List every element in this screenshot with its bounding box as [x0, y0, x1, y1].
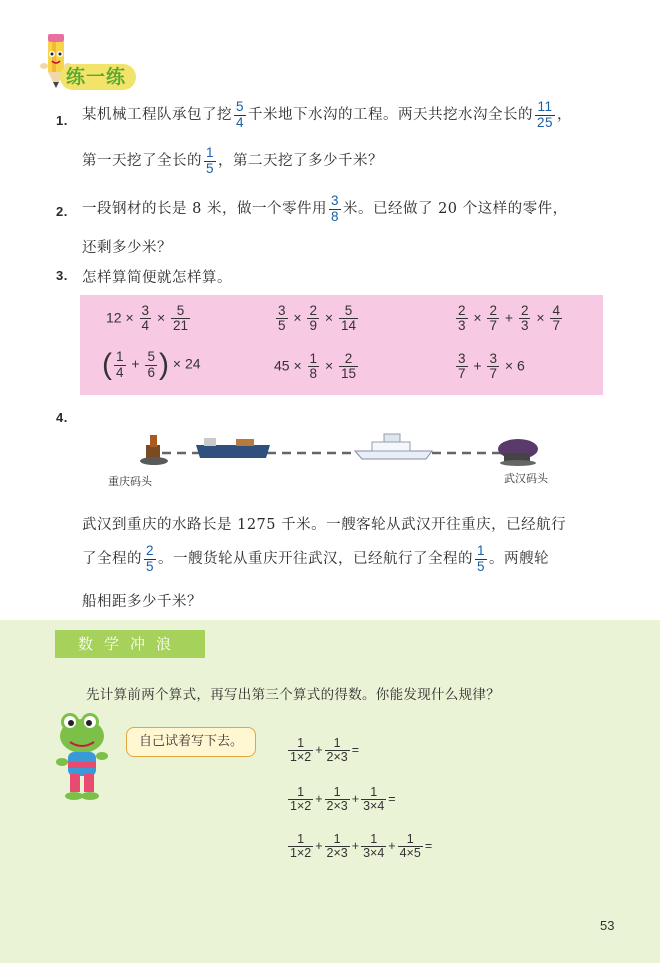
fraction: $\frac{5}{4}$	[236, 99, 245, 130]
page-title: 练一练	[66, 66, 127, 88]
page-number: 53	[600, 918, 615, 933]
fraction: $\frac{2}{5}$	[146, 543, 155, 574]
sum-row-3: $\frac{1}{1\times 2}$ + $\frac{1}{2\times 3}$ + $\frac{1}{3\times 4}$ + $\frac{1}{4\times 5}$ =	[290, 832, 433, 861]
expression-3: $\frac{2}{3}$ × $\frac{2}{7}$ + $\frac{2}{3}$ × $\frac{4}{7}$	[458, 303, 560, 334]
fraction: $\frac{3}{8}$	[330, 193, 339, 224]
speech-bubble: 自己试着写下去。	[126, 727, 256, 757]
problem-4-line-1: 武汉到重庆的水路长是 1275 千米。一艘客轮从武汉开往重庆，已经航行	[82, 517, 567, 533]
problem-3-number: 3.	[56, 268, 68, 283]
sum-row-1: $\frac{1}{1\times 2}$ + $\frac{1}{2\times 3}$ =	[290, 736, 360, 765]
expression-4: ( $\frac{1}{4}$ + $\frac{5}{6}$ ) × 24	[102, 348, 201, 381]
problem-4-line-3: 船相距多少千米？	[82, 594, 202, 610]
problem-3-text: 怎样算简便就怎样算。	[82, 270, 232, 286]
problem-1-line-2	[82, 144, 383, 178]
expression-6: $\frac{3}{7}$ + $\frac{3}{7}$ × 6	[458, 351, 525, 382]
dock-label-chongqing: 重庆码头	[108, 475, 152, 488]
dock-label-wuhan: 武汉码头	[504, 472, 548, 485]
problem-1-number: 1.	[56, 113, 68, 128]
math-wave-tag: 数学冲浪	[55, 630, 205, 658]
fraction: $\frac{11}{25}$	[537, 99, 554, 130]
problem-2-line-1: 一段钢材的长是 8 米，做一个零件用 $\frac{3}{8}$ 米。已经做了 20 个这样的零件，	[82, 193, 568, 224]
fraction: $\frac{1}{5}$	[477, 543, 486, 574]
problem-1-text-d: ，第二天挖了多少千米？	[218, 153, 384, 169]
problem-1-text-a: 某机械工程队承包了挖	[82, 107, 232, 123]
problem-2-line-2: 还剩多少米？	[82, 240, 172, 256]
problem-4-line-2: 了全程的 $\frac{2}{5}$ 。一艘货轮从重庆开往武汉，已经航行了全程的 $\frac{1}{5}$ 。两艘轮	[82, 543, 550, 574]
expression-2: $\frac{3}{5}$ × $\frac{2}{9}$ × $\frac{5}{14}$	[278, 303, 356, 334]
expression-5: 45 × $\frac{1}{8}$ × $\frac{2}{15}$	[274, 351, 357, 382]
expression-1: 12 × $\frac{3}{4}$ × $\frac{5}{21}$	[106, 303, 189, 334]
frog-mascot-icon	[52, 710, 112, 802]
problem-1-line-1: 某机械工程队承包了挖 $\frac{5}{4}$ 千米地下水沟的工程。两天共挖水沟全长的 $\frac{11}{25}$ ，	[82, 99, 573, 130]
fraction: $\frac{1}{5}$	[206, 145, 215, 176]
problem-1-text-b: 千米地下水沟的工程。两天共挖水沟全长的	[248, 107, 534, 123]
problem-1-text-c: 第一天挖了全长的	[82, 153, 202, 169]
problem-4-number: 4.	[56, 410, 68, 425]
problem-2-number: 2.	[56, 204, 68, 219]
river-illustration	[140, 425, 540, 473]
sum-row-2: $\frac{1}{1\times 2}$ + $\frac{1}{2\times 3}$ + $\frac{1}{3\times 4}$ =	[290, 785, 396, 814]
math-wave-instruction: 先计算前两个算式，再写出第三个算式的得数。你能发现什么规律？	[86, 687, 500, 703]
